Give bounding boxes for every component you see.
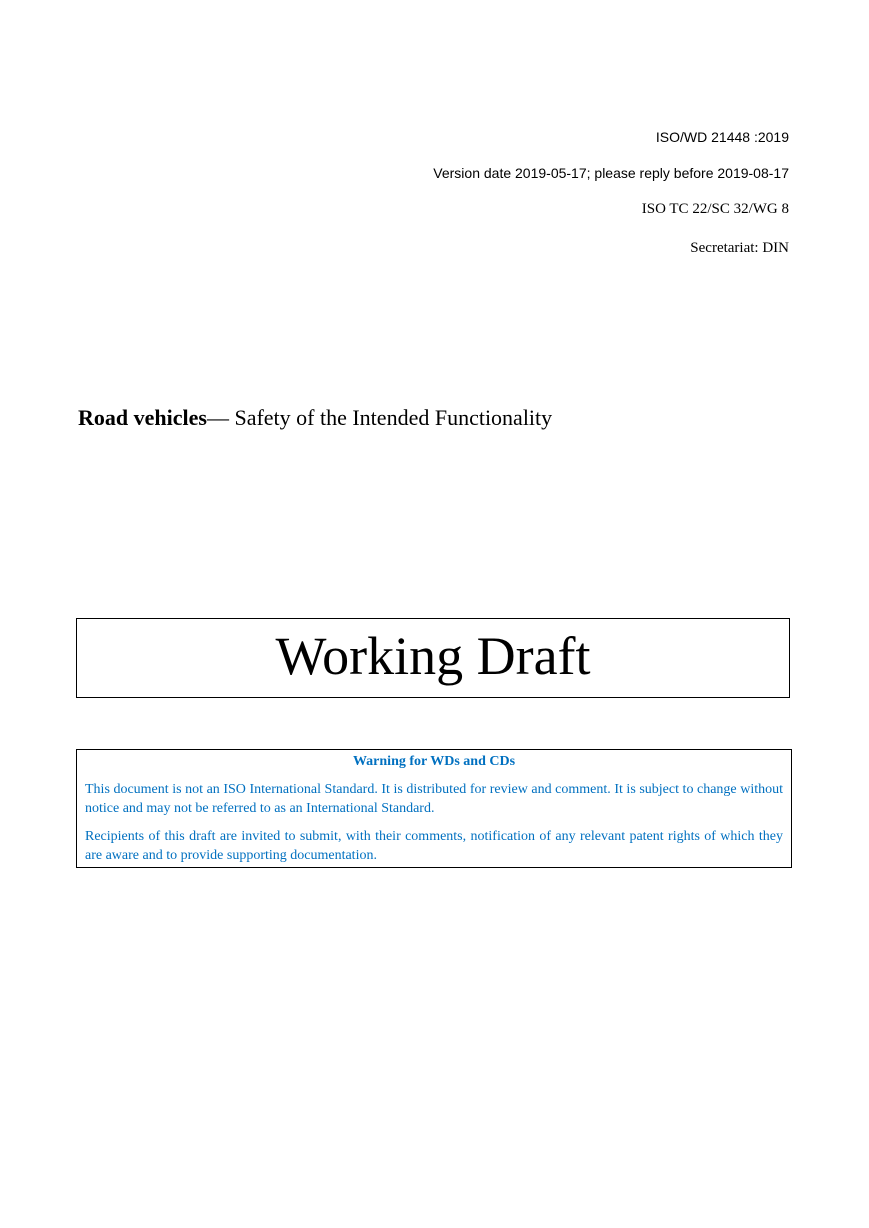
stage-label: Working Draft [275, 626, 591, 686]
warning-paragraph-2: Recipients of this draft are invited to submit, with their comments, notification of any relevant patent rights of which they are aware and to provide supporting documentation. [85, 829, 783, 863]
document-number: ISO/WD 21448 :2019 [655, 129, 789, 145]
version-date: Version date 2019-05-17; please reply before 2019-08-17 [433, 165, 789, 181]
committee-reference: ISO TC 22/SC 32/WG 8 [641, 201, 789, 217]
title-main: Road vehicles [78, 405, 207, 430]
warning-box [76, 749, 792, 868]
warning-paragraph-1: This document is not an ISO International Standard. It is distributed for review and comment. It is subject to change without notice and may not be referred to as an International Standard. [85, 782, 783, 816]
document-title [78, 405, 552, 431]
title-separator: — [206, 405, 235, 430]
stage-box [76, 618, 790, 698]
title-subtitle: Safety of the Intended Functionality [234, 405, 553, 430]
warning-title: Warning for WDs and CDs [352, 754, 516, 769]
secretariat: Secretariat: DIN [690, 240, 789, 256]
